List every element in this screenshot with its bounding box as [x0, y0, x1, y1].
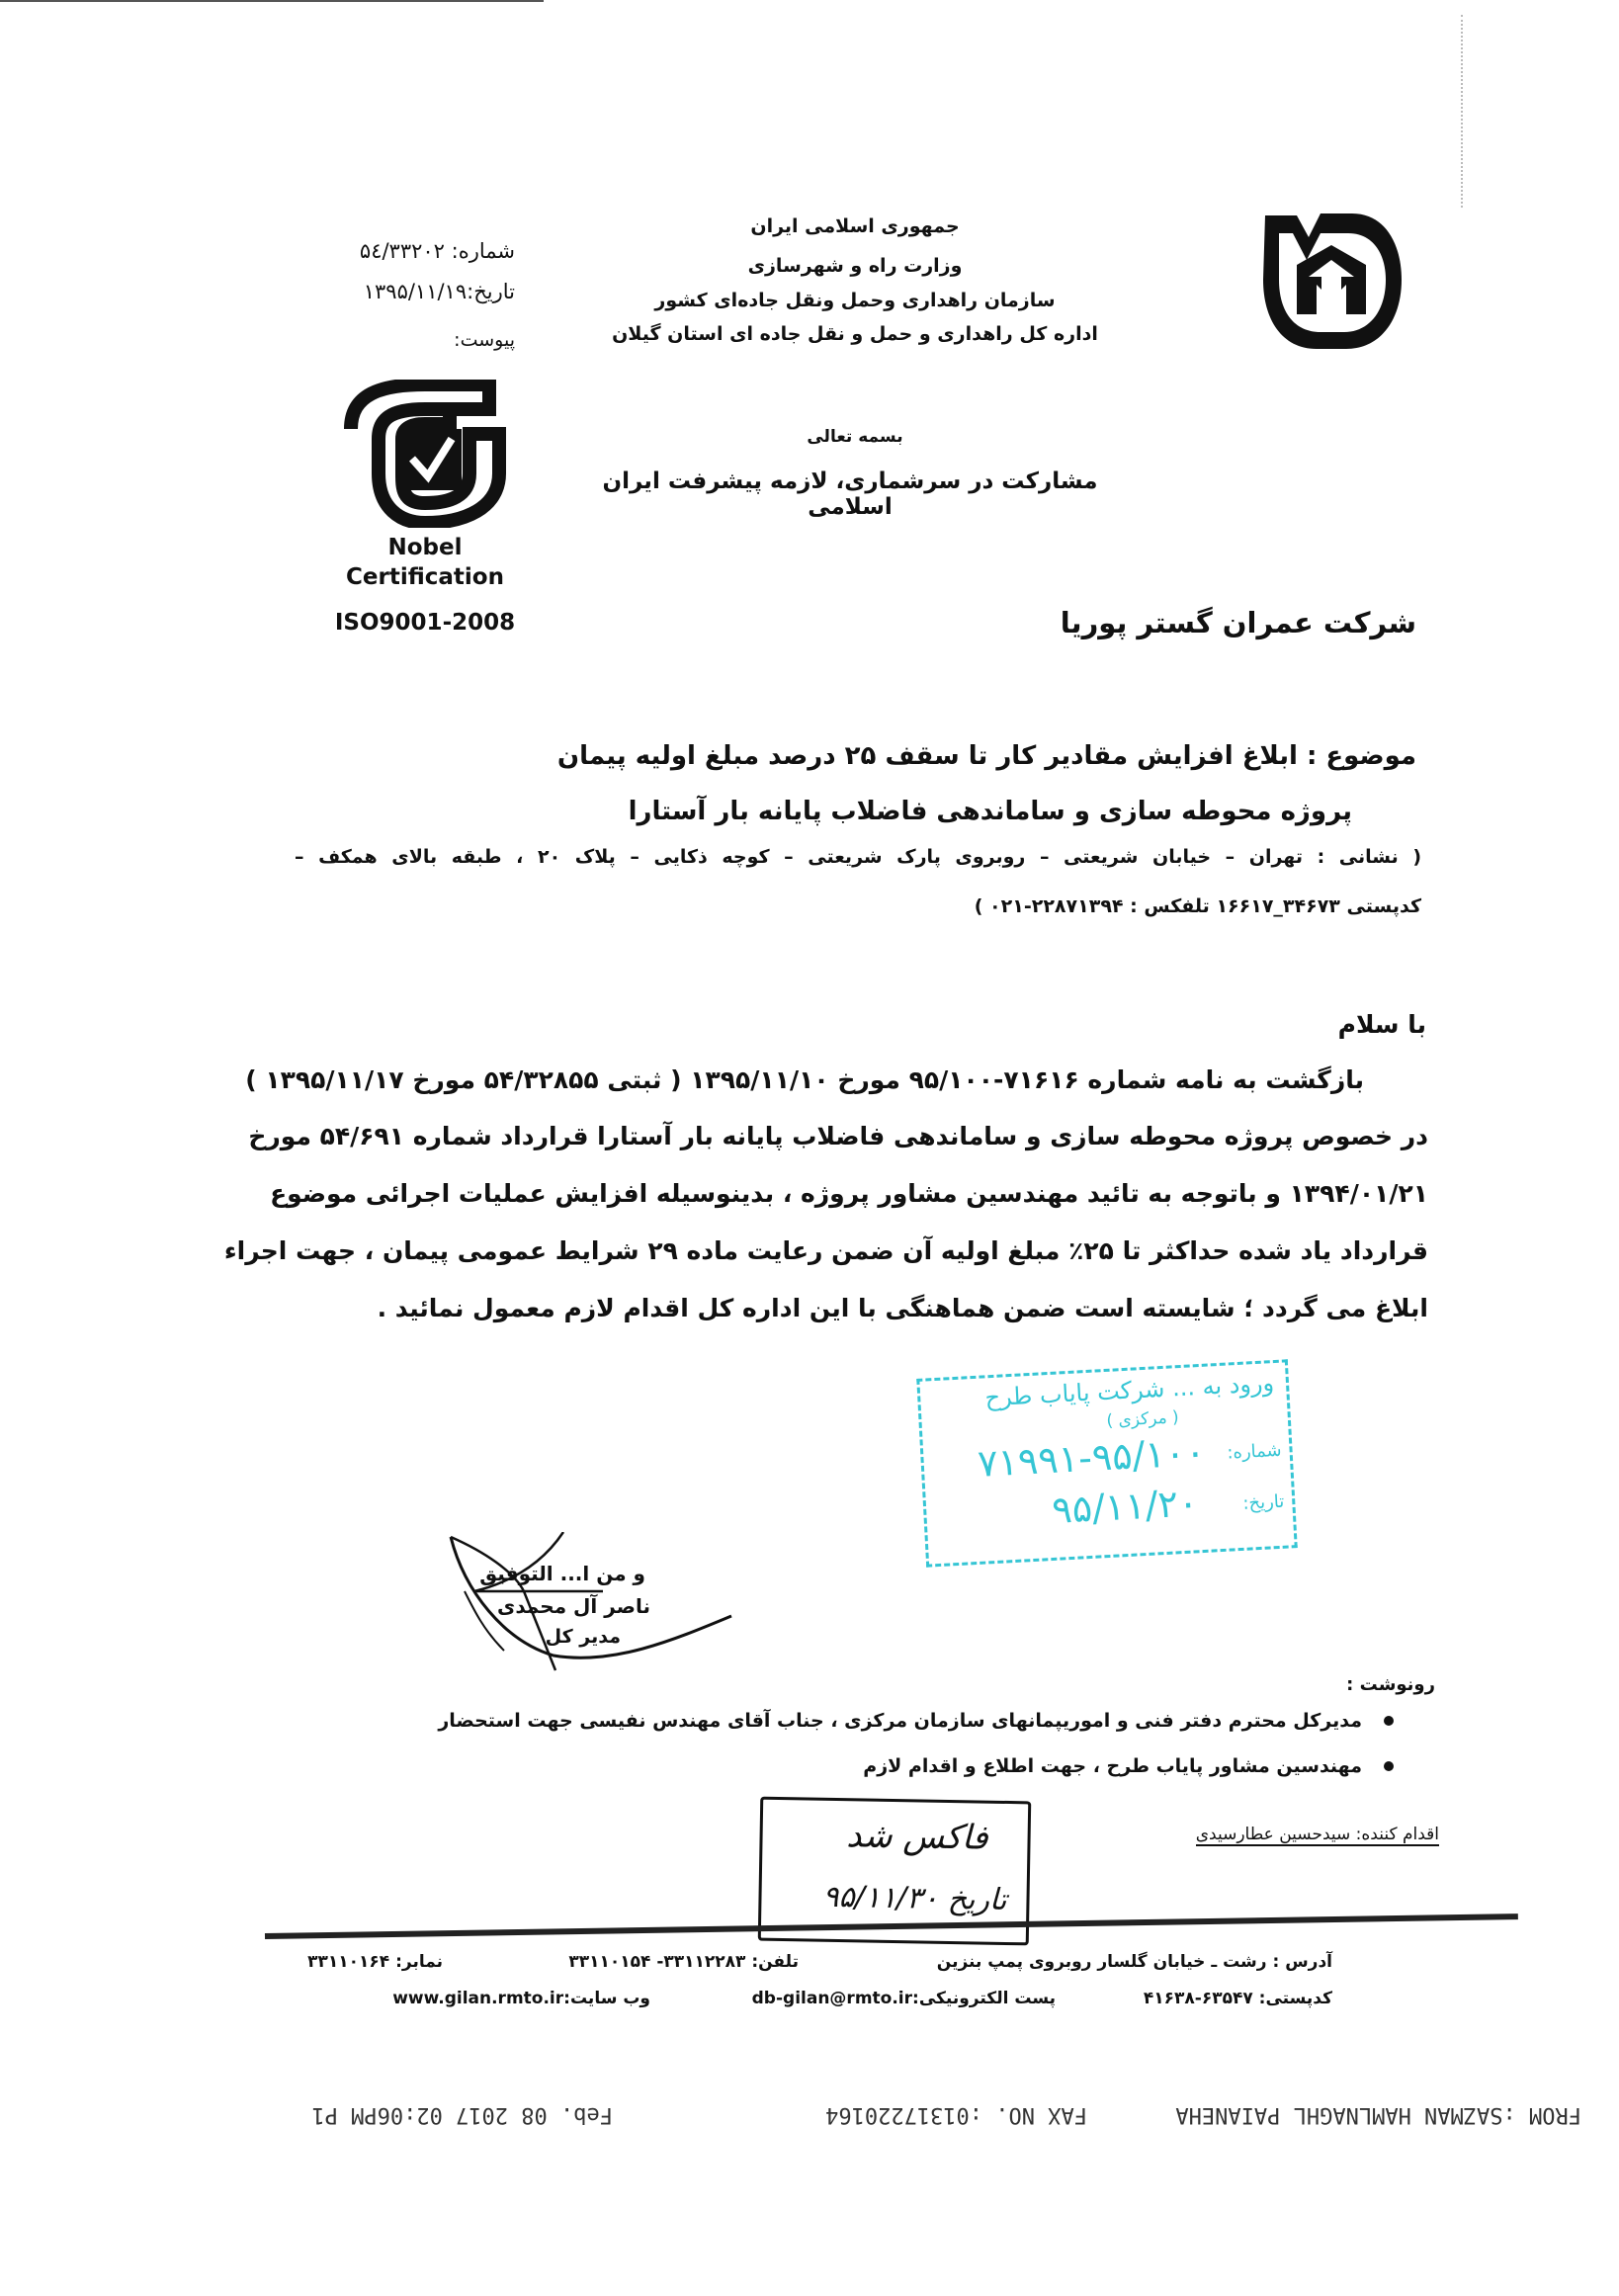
number-value: ۵٤/۳۳۲۰۲ — [359, 239, 445, 263]
signature-title: مدیر کل — [545, 1626, 621, 1648]
body-line: در خصوص پروژه محوطه سازی و ساماندهی فاضلاب پایانه بار آستارا قرارداد شماره ۵۴/۶۹۱ مورخ — [248, 1122, 1428, 1150]
attachment-label: پیوست: — [454, 329, 515, 351]
signature-closing: و من ا... التوفیق — [479, 1562, 645, 1585]
iso-certification-logo-icon — [341, 380, 509, 528]
body-line: ابلاغ می گردد ؛ شایسته است ضمن هماهنگی با این اداره کل اقدام لازم معمول نمائید . — [377, 1294, 1428, 1322]
fax-header-from: FROM :SAZMAN HAMLNAGHL PAIANEHA — [1175, 2102, 1581, 2127]
scan-edge-line — [0, 0, 544, 2]
received-stamp-number: ۷۱۹۹۱-۹۵/۱۰۰ — [977, 1429, 1207, 1486]
performer-name: سیدحسین عطارسیدی — [1195, 1825, 1351, 1844]
bullet-icon — [1384, 1761, 1394, 1771]
date-label: تاریخ: — [467, 280, 515, 303]
basmala: بسمه تعالی — [807, 427, 903, 447]
fax-stamp-text: فاکس شد — [845, 1816, 988, 1858]
handwritten-signature-icon — [445, 1532, 741, 1680]
body-line: قرارداد یاد شده حداکثر تا ۲۵٪ مبلغ اولیه آن ضمن رعایت ماده ۲۹ شرایط عمومی پیمان ، جهت اجراء — [223, 1236, 1428, 1265]
email-label: پست الکترونیکی: — [912, 1989, 1056, 2008]
website-label: وب سایت: — [563, 1989, 650, 2008]
footer-address: آدرس : رشت ـ خیابان گلسار روبروی پمپ بنزین — [936, 1952, 1332, 1972]
header-directorate: اداره کل راهداری و حمل و نقل جاده ای استان گیلان — [612, 323, 1098, 345]
received-stamp-date: ۹۵/۱۱/۲۰ — [1051, 1481, 1200, 1532]
iso-standard: ISO9001-2008 — [334, 610, 516, 636]
footer-email — [752, 1989, 1056, 2008]
header-organization: سازمان راهداری وحمل ونقل جاده‌ای کشور — [654, 290, 1056, 311]
footer-phone: تلفن: ۳۳۱۱۲۲۸۳- ۳۳۱۱۰۱۵۴ — [568, 1952, 799, 1972]
recipient: شرکت عمران گستر پوریا — [1060, 606, 1416, 639]
greeting: با سلام — [1337, 1010, 1426, 1039]
cc-item: مهندسین مشاور پایاب طرح ، جهت اطلاع و اقدام لازم — [863, 1755, 1362, 1777]
body-line: بازگشت به نامه شماره ۷۱۶۱۶-۹۵/۱۰۰ مورخ ۱۳۹۵/۱۱/۱۰ ( ثبتی ۵۴/۳۲۸۵۵ مورخ ۱۳۹۵/۱۱/۱۷ ) — [245, 1065, 1364, 1094]
received-stamp — [916, 1359, 1297, 1567]
cc-item: مدیرکل محترم دفتر فنی و اموریپمانهای سازمان مرکزی ، جناب آقای مهندس نفیسی جهت استحضار — [438, 1710, 1362, 1732]
rmto-logo-icon — [1257, 206, 1407, 354]
footer-website — [392, 1989, 650, 2008]
cc-label: رونوشت : — [1346, 1674, 1435, 1695]
header-republic: جمهوری اسلامی ایران — [750, 215, 960, 237]
scan-edge-dots — [1461, 15, 1463, 208]
received-stamp-date-label: تاریخ: — [1241, 1490, 1285, 1514]
header-ministry: وزارت راه و شهرسازی — [747, 255, 963, 277]
address-line-2: کدپستی ۳۴۶۷۳_۱۶۶۱۷ تلفکس : ۲۲۸۷۱۳۹۴-۰۲۱ ) — [974, 895, 1421, 917]
date-value: ۱۳۹۵/۱۱/۱۹ — [363, 280, 468, 303]
address-line-1: ( نشانی : تهران – خیابان شریعتی – روبروی پارک شریعتی – کوچه ذکایی – پلاک ۲۰ ، طبقه بالای همکف – — [295, 846, 1421, 868]
received-stamp-number-label: شماره: — [1226, 1439, 1283, 1464]
received-stamp-title: ورود به ... شرکت پایاب طرح — [983, 1369, 1275, 1412]
iso-certification: Certification — [346, 564, 504, 590]
footer-postal-code: کدپستی: ۶۳۵۴۷-۴۱۶۳۸ — [1143, 1989, 1332, 2008]
signature-name: ناصر آل محمدی — [496, 1594, 650, 1618]
letter-date — [317, 280, 515, 303]
fax-header — [235, 2097, 1581, 2127]
performer — [1196, 1825, 1439, 1846]
subject-line-2: پروژه محوطه سازی و ساماندهی فاضلاب پایانه بار آستارا — [628, 797, 1352, 826]
received-stamp-subtitle: ( مرکزی ) — [1105, 1407, 1180, 1431]
letter-number — [317, 239, 515, 263]
website-link[interactable]: www.gilan.rmto.ir — [392, 1989, 564, 2008]
bullet-icon — [1384, 1716, 1394, 1726]
email-link[interactable]: db-gilan@rmto.ir — [751, 1989, 913, 2008]
slogan: مشارکت در سرشماری، لازمه پیشرفت ایران اسلامی — [602, 468, 1098, 520]
performer-label: اقدام کننده: — [1355, 1825, 1439, 1844]
fax-header-datetime: Feb. 08 2017 02:06PM P1 — [311, 2102, 613, 2127]
body-line: ۱۳۹۴/۰۱/۲۱ و باتوجه به تائید مهندسین مشاور پروژه ، بدینوسیله افزایش عملیات اجرائی موضوع — [270, 1179, 1428, 1208]
fax-header-number: FAX NO. :01317220164 — [825, 2102, 1087, 2127]
number-label: شماره: — [451, 239, 515, 263]
fax-stamp-date: تاریخ ۹۵/۱۱/۳۰ — [822, 1879, 1007, 1917]
subject-line-1: موضوع : ابلاغ افزایش مقادیر کار تا سقف ۲۵ درصد مبلغ اولیه پیمان — [556, 741, 1416, 771]
iso-nobel: Nobel — [387, 535, 463, 560]
footer-fax: نمابر: ۳۳۱۱۰۱۶۴ — [307, 1952, 443, 1972]
